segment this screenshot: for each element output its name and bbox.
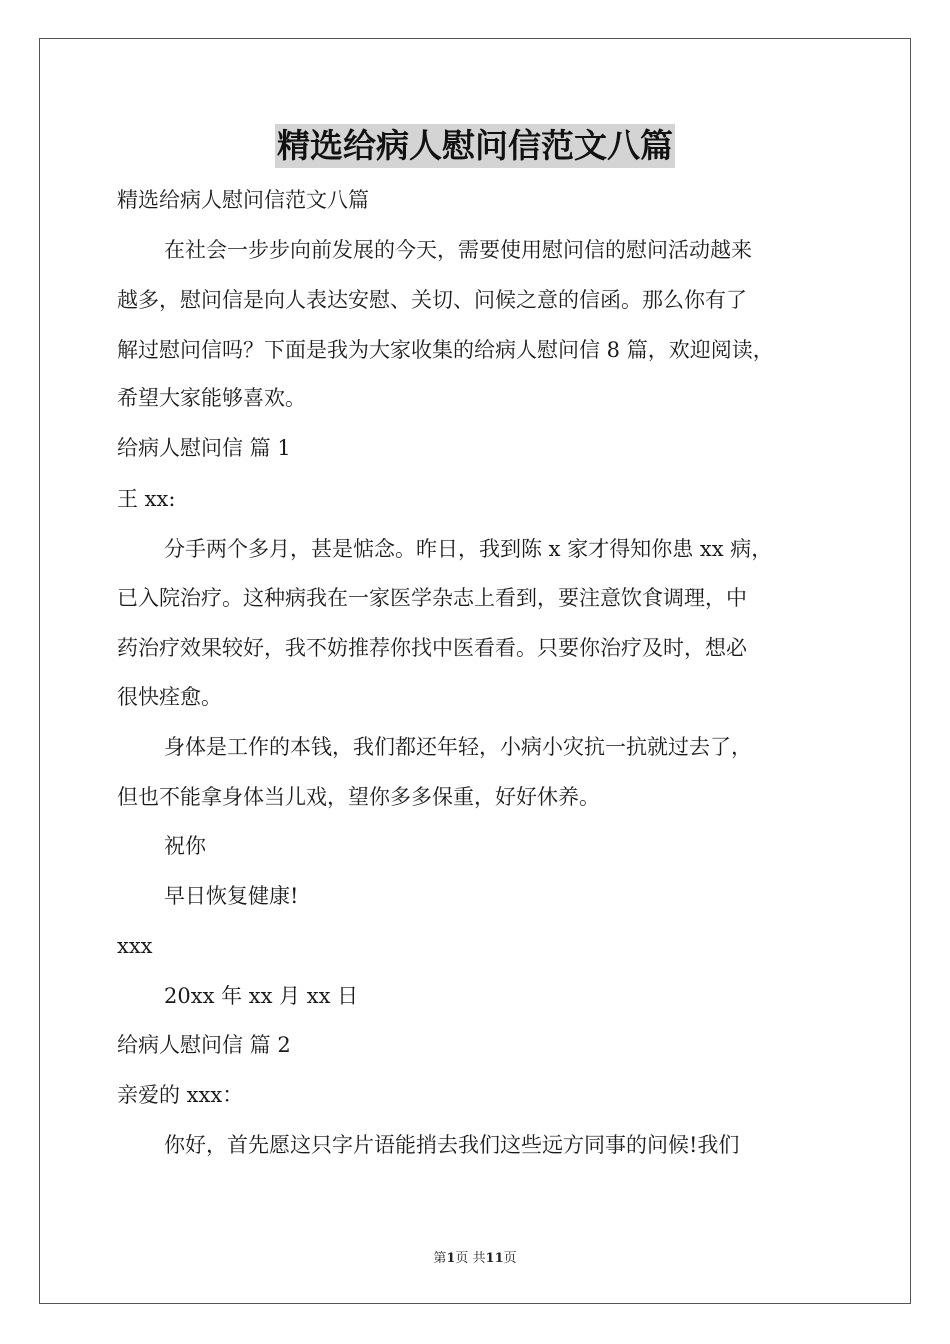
- letter2-paragraph-line: 你好，首先愿这只字片语能捎去我们这些远方同事的问候!我们: [164, 1133, 740, 1157]
- letter1-paragraph-line: 分手两个多月，甚是惦念。昨日，我到陈 x 家才得知你患 xx 病，: [164, 537, 773, 561]
- footer-page-number: 1: [446, 1251, 456, 1266]
- intro-line: 希望大家能够喜欢。: [117, 386, 306, 410]
- page-footer: [0, 1247, 950, 1266]
- letter1-signature: xxx: [117, 934, 153, 958]
- letter1-date: 20xx 年 xx 月 xx 日: [164, 984, 359, 1008]
- letter1-paragraph-line: 很快痊愈。: [117, 685, 222, 709]
- letter1-paragraph-line: 身体是工作的本钱，我们都还年轻，小病小灾抗一抗就过去了，: [164, 735, 752, 759]
- letter2-heading: 给病人慰问信 篇 2: [117, 1033, 291, 1057]
- footer-total-pages: 11: [485, 1251, 504, 1266]
- document-title: 精选给病人慰问信范文八篇: [275, 124, 675, 168]
- letter1-paragraph-line: 药治疗效果较好，我不妨推荐你找中医看看。只要你治疗及时，想必: [117, 636, 747, 660]
- letter1-salutation: 王 xx:: [117, 487, 176, 511]
- letter2-salutation: 亲爱的 xxx：: [117, 1083, 244, 1107]
- letter1-paragraph-line: 但也不能拿身体当儿戏，望你多多保重，好好休养。: [117, 785, 600, 809]
- intro-line: 在社会一步步向前发展的今天，需要使用慰问信的慰问活动越来: [164, 238, 752, 262]
- document-subtitle: 精选给病人慰问信范文八篇: [117, 188, 369, 212]
- intro-line: 越多，慰问信是向人表达安慰、关切、问候之意的信函。那么你有了: [117, 288, 747, 312]
- footer-prefix: 第: [433, 1251, 447, 1266]
- letter1-paragraph-line: 已入院治疗。这种病我在一家医学杂志上看到，要注意饮食调理，中: [117, 586, 747, 610]
- intro-line: 解过慰问信吗？下面是我为大家收集的给病人慰问信 8 篇，欢迎阅读，: [117, 338, 774, 362]
- letter1-heading: 给病人慰问信 篇 1: [117, 436, 291, 460]
- footer-suffix: 页: [503, 1251, 517, 1266]
- page-border: [39, 38, 911, 1304]
- title-wrap: [0, 124, 950, 168]
- footer-mid: 页 共: [455, 1251, 486, 1266]
- letter1-wish: 祝你: [164, 834, 206, 858]
- letter1-wish: 早日恢复健康!: [164, 884, 299, 908]
